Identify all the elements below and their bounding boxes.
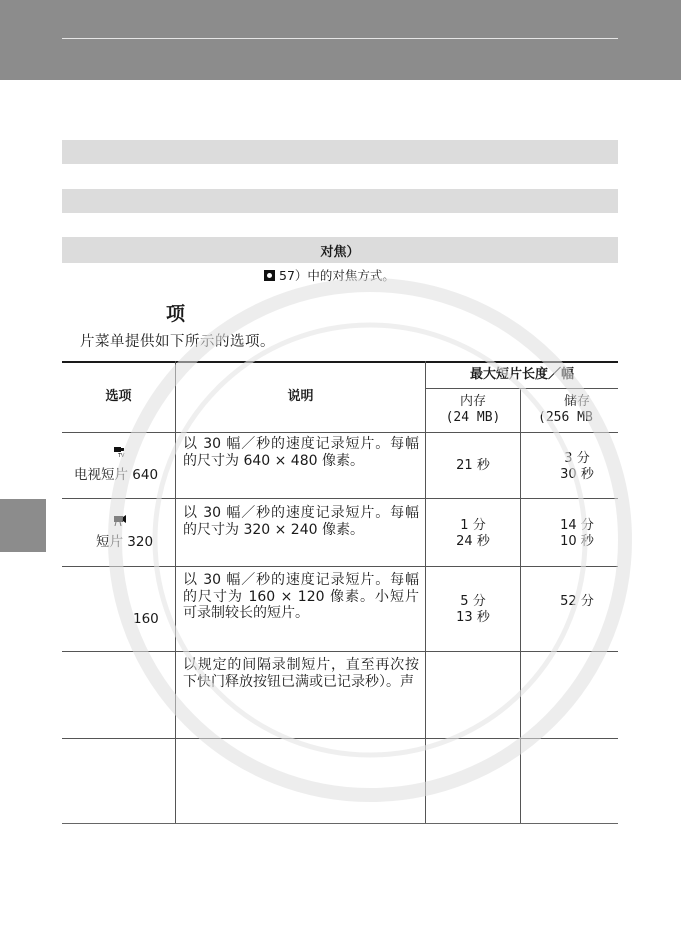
row4-description: 以规定的间隔录制短片，直至再次按下快门释放按钮已满或已记录秒）。声	[183, 657, 419, 690]
row2-internal-min: 1 分	[460, 518, 486, 533]
section-intro: 片菜单提供如下所示的选项。	[80, 334, 275, 350]
table-row-rule-1	[62, 498, 618, 499]
row2-internal-sec: 24 秒	[456, 534, 490, 549]
row2-description: 以 30 幅／秒的速度记录短片。每幅的尺寸为 320 × 240 像素。	[183, 505, 419, 538]
row3-option: 160	[133, 611, 159, 627]
row1-description: 以 30 幅／秒的速度记录短片。每幅的尺寸为 640 × 480 像素。	[183, 436, 419, 469]
reference-text: 57）中的对焦方式。	[279, 268, 395, 283]
row3-description: 以 30 幅／秒的速度记录短片。每幅的尺寸为 160 × 120 像素。小短片可录制较长的短片。	[183, 572, 419, 621]
menu-band-2	[62, 189, 618, 213]
reference-line	[264, 266, 395, 284]
menu-band-3-label: 对焦）	[320, 245, 360, 260]
movie-camera-icon	[113, 514, 125, 524]
header-card-size: (256 MB	[538, 410, 593, 425]
table-row-rule-4	[62, 738, 618, 739]
table-row-rule-3	[62, 651, 618, 652]
row1-icon-cell	[62, 445, 175, 461]
row1-internal: 21 秒	[456, 458, 490, 473]
header-rule	[62, 38, 618, 39]
row2-icon-cell	[62, 513, 175, 529]
table-col-divider-1	[175, 361, 176, 823]
header-card: 储存	[563, 394, 590, 409]
row2-card-sec: 10 秒	[560, 534, 594, 549]
svg-text:TV: TV	[117, 453, 124, 457]
menu-band-1	[62, 140, 618, 164]
table-bottom-rule	[62, 823, 618, 824]
table-top-rule	[62, 361, 618, 363]
header-internal-size: (24 MB)	[445, 410, 501, 425]
table-subheader-rule	[425, 388, 618, 389]
section-heading: 项	[166, 303, 186, 325]
header-description: 说明	[287, 389, 314, 404]
header-option: 选项	[105, 389, 132, 404]
row1-card-min: 3 分	[564, 451, 590, 466]
tv-movie-icon	[113, 446, 125, 456]
row2-card-min: 14 分	[560, 518, 594, 533]
row1-card-sec: 30 秒	[560, 467, 594, 482]
table-row-rule-2	[62, 566, 618, 567]
row2-option: 短片 320	[96, 534, 154, 550]
row3-internal-min: 5 分	[460, 594, 486, 609]
menu-band-3	[62, 237, 618, 263]
row1-option: 电视短片 640	[74, 467, 159, 483]
side-chapter-tab	[0, 499, 46, 552]
row3-internal-sec: 13 秒	[456, 610, 490, 625]
table-header-rule	[62, 432, 618, 433]
reference-mark-icon	[264, 270, 275, 281]
header-max-length: 最大短片长度／幅	[469, 367, 574, 382]
row3-card: 52 分	[560, 594, 594, 609]
header-internal: 内存	[459, 394, 486, 409]
table-col-divider-2	[425, 361, 426, 823]
page-header-bar	[0, 0, 681, 80]
